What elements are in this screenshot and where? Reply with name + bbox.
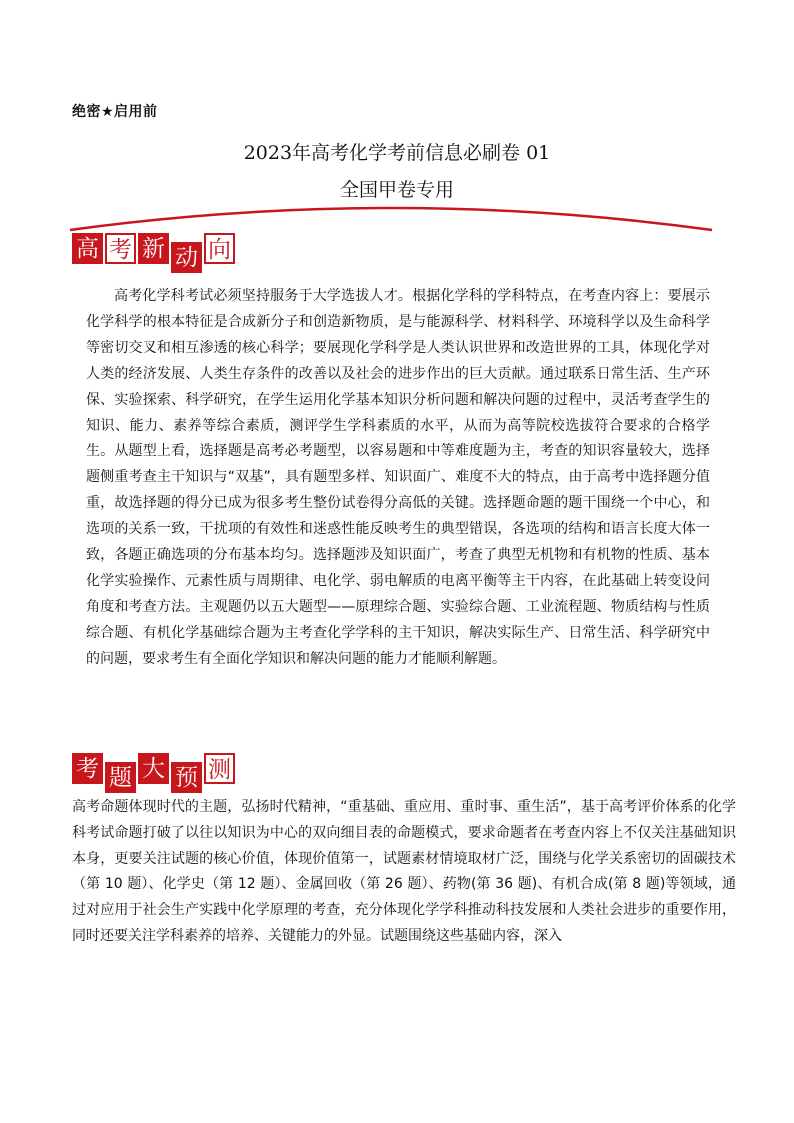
decorative-arc xyxy=(66,200,716,232)
banner-char: 考 xyxy=(72,753,103,784)
secret-mark: 绝密★启用前 xyxy=(72,104,158,120)
banner-char: 新 xyxy=(138,233,169,264)
banner-char: 题 xyxy=(105,762,136,793)
banner-char: 大 xyxy=(138,753,169,784)
page-title: 2023年高考化学考前信息必刷卷 01 xyxy=(243,142,551,164)
banner-char: 高 xyxy=(72,233,103,264)
prediction-paragraph: 高考命题体现时代的主题，弘扬时代精神，“重基础、重应用、重时事、重生活”，基于高考评价体系的化学科考试命题打破了以往以知识为中心的双向细目表的命题模式，要求命题者在考查内容上不仅关注基础知识本身，更要关注试题的核心价值，体现价值第一，试题素材情境取材广泛，围绕与化学关系密切的固碳技术（第 10 题）、化学史（第 12 题）、金属回收（第 26 题）、药物(第 36 题)、有机合成(第 8 题)等领域，通过对应用于社会生产实践中化学原理的考查，充分体现化学学科推动科技发展和人类社会进步的重要作用，同时还要关注学科素养的培养、关键能力的外显。试题围绕这些基础内容，深入 xyxy=(72,799,736,944)
banner-char: 预 xyxy=(171,762,202,793)
section-banner-exam-prediction xyxy=(72,753,237,793)
banner-char: 动 xyxy=(171,242,202,273)
section-banner-gaokao-trends xyxy=(72,233,237,273)
banner-char: 考 xyxy=(105,233,136,264)
trends-paragraph: 高考化学科考试必须坚持服务于大学选拔人才。根据化学科的学科特点，在考查内容上：要展示化学科学的根本特征是合成新分子和创造新物质，是与能源科学、材料科学、环境科学以及生命科学等密切交叉和相互渗透的核心科学；要展现化学科学是人类认识世界和改造世界的工具，体现化学对人类的经济发展、人类生存条件的改善以及社会的进步作出的巨大贡献。通过联系日常生活、生产环保、实验探索、科学研究，在学生运用化学基本知识分析问题和解决问题的过程中，灵活考查学生的知识、能力、素养等综合素质，测评学生学科素质的水平，从而为高等院校选拔符合要求的合格学生。从题型上看，选择题是高考必考题型，以容易题和中等难度题为主，考查的知识容量较大，选择题侧重考查主干知识与“双基”，具有题型多样、知识面广、难度不大的特点，由于高考中选择题分值重，故选择题的得分已成为很多考生整份试卷得分高低的关键。选择题命题的题干围绕一个中心，和选项的关系一致，干扰项的有效性和迷惑性能反映考生的典型错误，各选项的结构和语言长度大体一致，各题正确选项的分布基本均匀。选择题涉及知识面广，考查了典型无机物和有机物的性质、基本化学实验操作、元素性质与周期律、电化学、弱电解质的电离平衡等主干内容，在此基础上转变设问角度和考查方法。主观题仍以五大题型——原理综合题、实验综合题、工业流程题、物质结构与性质综合题、有机化学基础综合题为主考查化学学科的主干知识，解决实际生产、日常生活、科学研究中的问题，要求考生有全面化学知识和解决问题的能力才能顺利解题。 xyxy=(86,288,710,667)
banner-char: 测 xyxy=(204,753,235,784)
page-subtitle: 全国甲卷专用 xyxy=(339,179,454,201)
banner-char: 向 xyxy=(204,233,235,264)
